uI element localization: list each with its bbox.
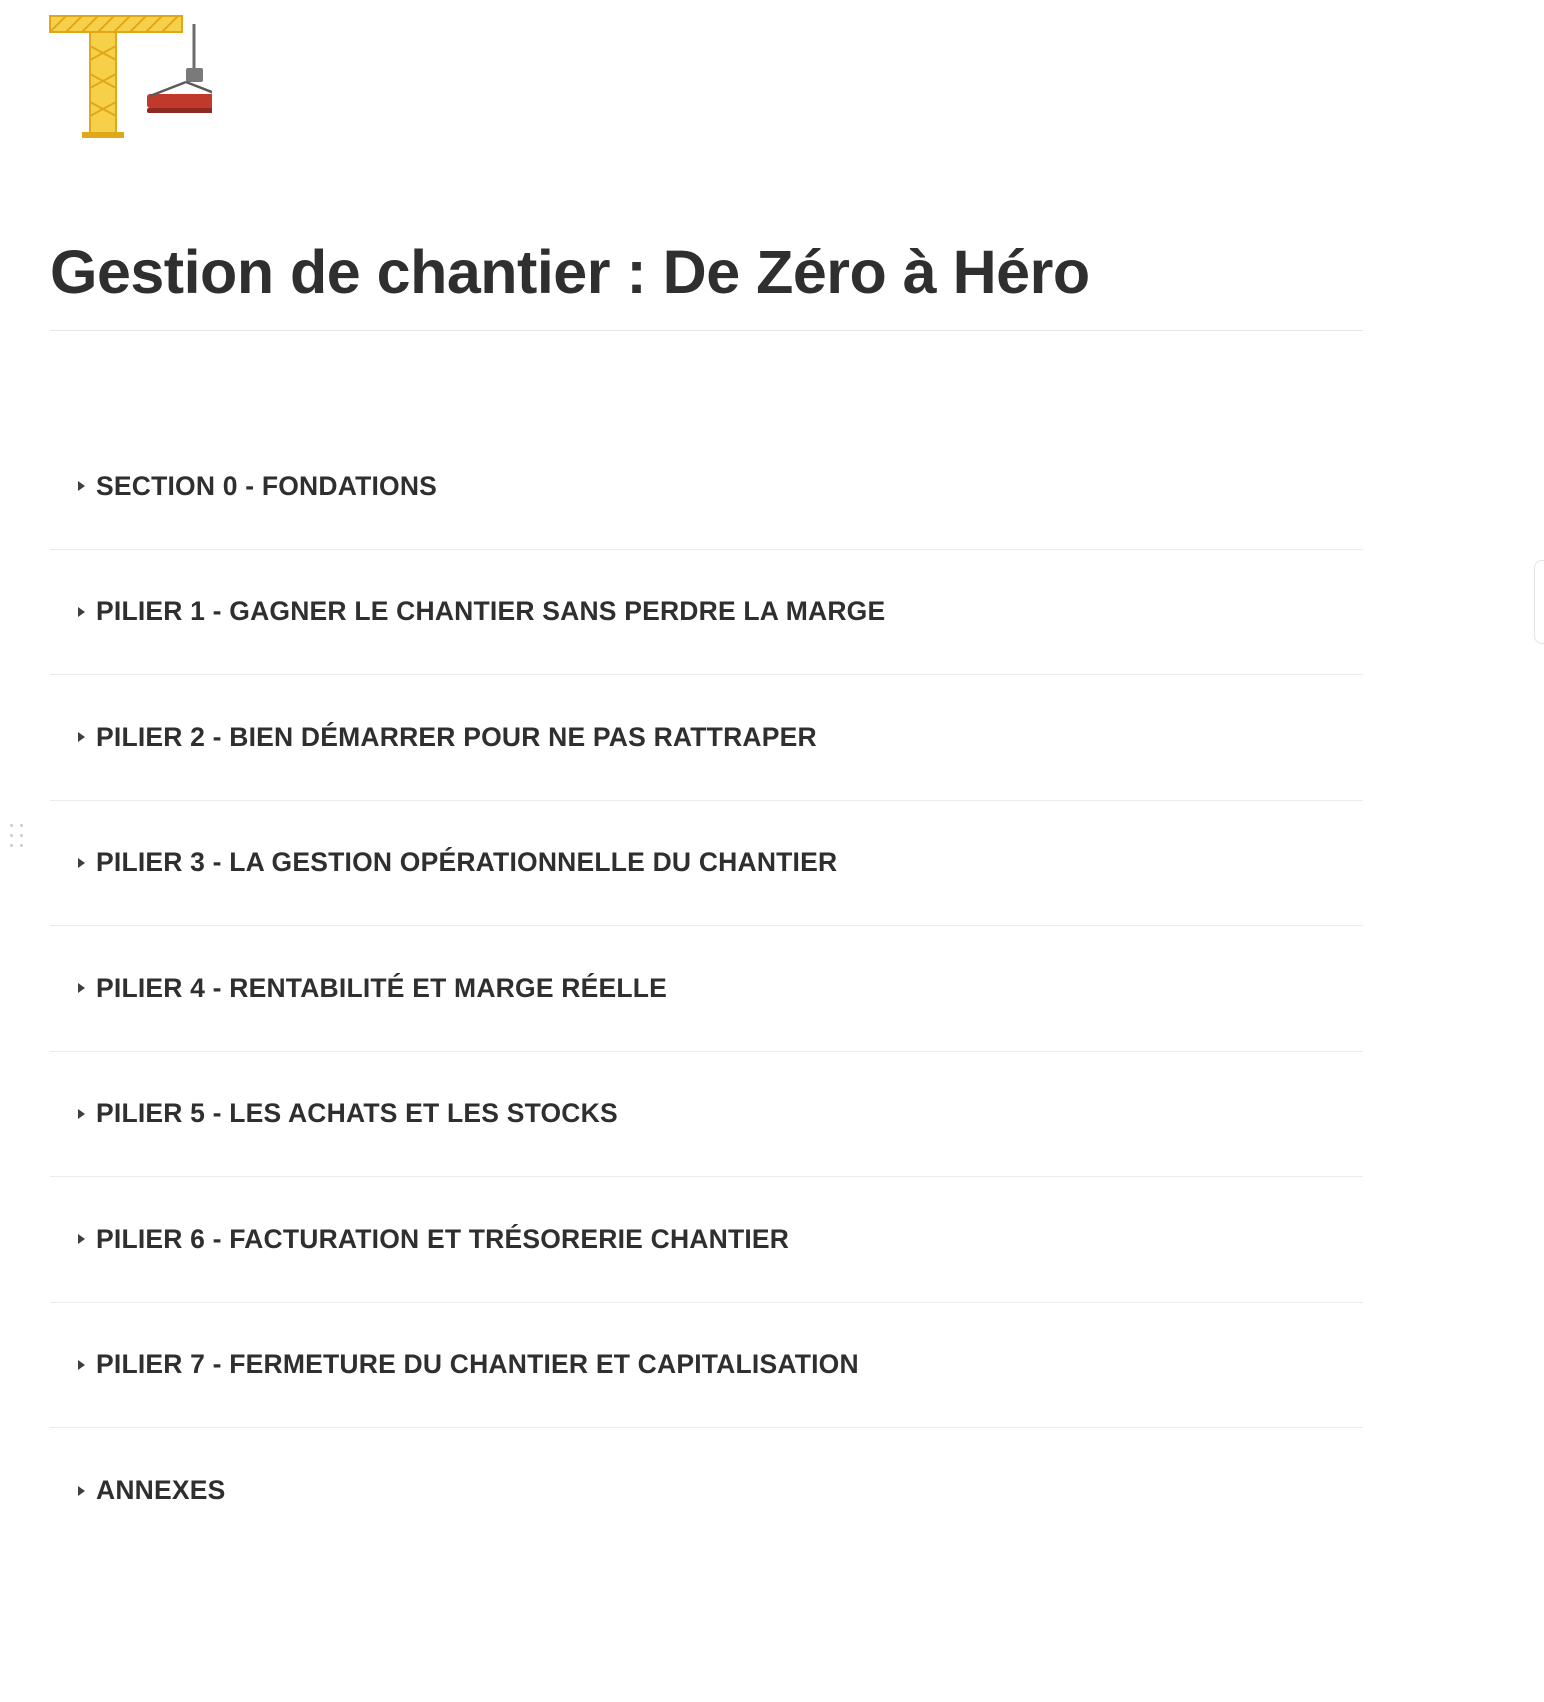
drag-dot: [20, 834, 23, 837]
triangle-right-icon[interactable]: [50, 729, 96, 745]
toggle-label: PILIER 4 - RENTABILITÉ ET MARGE RÉELLE: [96, 972, 667, 1003]
toggle-label: PILIER 2 - BIEN DÉMARRER POUR NE PAS RATTRAPER: [96, 721, 817, 752]
toggle-label: PILIER 3 - LA GESTION OPÉRATIONNELLE DU CHANTIER: [96, 847, 838, 878]
drag-dot: [20, 824, 23, 827]
toggle-label: PILIER 1 - GAGNER LE CHANTIER SANS PERDRE LA MARGE: [96, 596, 886, 627]
toggle-annexes[interactable]: [50, 1428, 1363, 1554]
drag-dot: [10, 824, 13, 827]
triangle-right-icon[interactable]: [50, 1231, 96, 1247]
drag-dot: [10, 834, 13, 837]
toggle-pilier-2[interactable]: [50, 675, 1363, 801]
right-edge-panel[interactable]: [1534, 560, 1544, 644]
toggle-pilier-4[interactable]: [50, 926, 1363, 1052]
triangle-right-icon[interactable]: [50, 1106, 96, 1122]
triangle-right-icon[interactable]: [50, 478, 96, 494]
drag-dot: [10, 844, 13, 847]
block-drag-handle[interactable]: [10, 824, 26, 850]
toggle-label: PILIER 6 - FACTURATION ET TRÉSORERIE CHANTIER: [96, 1223, 790, 1254]
toggle-label: ANNEXES: [96, 1475, 226, 1506]
page-title: Gestion de chantier : De Zéro à Héro: [50, 237, 1090, 306]
drag-dot: [20, 844, 23, 847]
toggle-section-0[interactable]: [50, 424, 1363, 550]
toggle-pilier-3[interactable]: [50, 801, 1363, 927]
toggle-pilier-5[interactable]: [50, 1052, 1363, 1178]
toggle-pilier-1[interactable]: [50, 550, 1363, 676]
triangle-right-icon[interactable]: [50, 1357, 96, 1373]
toggle-label: PILIER 7 - FERMETURE DU CHANTIER ET CAPITALISATION: [96, 1349, 859, 1380]
toggle-list: [50, 424, 1363, 1554]
toggle-label: PILIER 5 - LES ACHATS ET LES STOCKS: [96, 1098, 618, 1129]
toggle-label: SECTION 0 - FONDATIONS: [96, 470, 438, 501]
triangle-right-icon[interactable]: [50, 855, 96, 871]
title-divider: [50, 330, 1363, 331]
triangle-right-icon[interactable]: [50, 1483, 96, 1499]
triangle-right-icon[interactable]: [50, 980, 96, 996]
construction-crane-icon[interactable]: [42, 8, 212, 140]
toggle-pilier-6[interactable]: [50, 1177, 1363, 1303]
toggle-pilier-7[interactable]: [50, 1303, 1363, 1429]
triangle-right-icon[interactable]: [50, 604, 96, 620]
